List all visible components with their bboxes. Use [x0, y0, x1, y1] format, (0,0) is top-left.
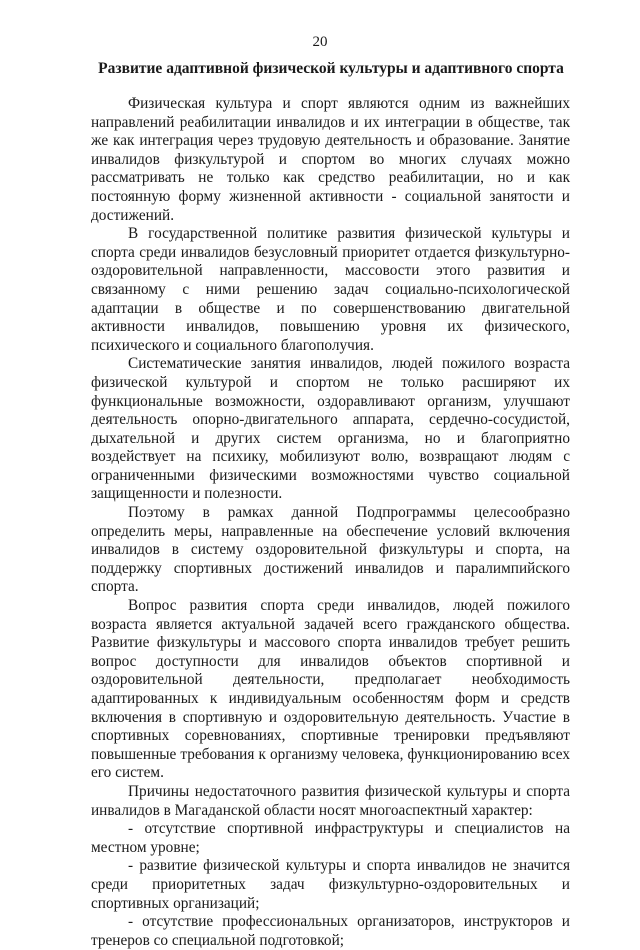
- list-item-infrastructure: - отсутствие спортивной инфраструктуры и специалистов на местном уровне;: [91, 820, 570, 856]
- document-body: [91, 95, 570, 950]
- paragraph-reasons: Причины недостаточного развития физической культуры и спорта инвалидов в Магаданской области носят многоаспектный характер:: [91, 782, 570, 819]
- paragraph-sport-development: Вопрос развития спорта среди инвалидов, людей пожилого возраста является актуальной задачей всего гражданского общества. Развитие физкультуры и массового спорта инвалидов требует решить вопрос доступности для инвалидов объектов спортивной и оздоровительной деятельности, предполагает необходимость адаптированных к индивидуальным особенностям форм и средств включения в спортивную и оздоровительную деятельность. Участие в спортивных соревнованиях, спортивные тренировки предъявляют повышенные требования к организму человека, функционированию всех его систем.: [91, 597, 570, 782]
- section-title: Развитие адаптивной физической культуры и адаптивного спорта: [98, 60, 564, 77]
- page-number: 20: [312, 34, 328, 50]
- paragraph-systematic-exercise: Систематические занятия инвалидов, людей пожилого возраста физической культурой и спортом не только расширяют их функциональные возможности, оздоравливают организм, улучшают деятельность опорно-двигательного аппарата, сердечно-сосудистой, дыхательной и других систем организма, но и благоприятно воздействует на психику, мобилизуют волю, возвращают людям с ограниченными физическими возможностями чувство социальной защищенности и полезности.: [91, 355, 570, 503]
- list-item-priorities: - развитие физической культуры и спорта инвалидов не значится среди приоритетных задач физкультурно-оздоровительных и спортивных организаций;: [91, 857, 570, 912]
- list-item-organizers: - отсутствие профессиональных организаторов, инструкторов и тренеров со специальной подготовкой;: [91, 913, 570, 949]
- paragraph-subprogram-measures: Поэтому в рамках данной Подпрограммы целесообразно определить меры, направленные на обеспечение условий включения инвалидов в систему оздоровительной физкультуры и спорта, на поддержку спортивных достижений инвалидов и паралимпийского спорта.: [91, 504, 570, 596]
- paragraph-intro: Физическая культура и спорт являются одним из важнейших направлений реабилитации инвалидов и их интеграции в обществе, так же как интеграция через трудовую деятельность и образование. Занятие инвалидов физкультурой и спортом во многих случаях можно рассматривать не только как средство реабилитации, но и как постоянную форму жизненной активности - социальной занятости и достижений.: [91, 95, 570, 224]
- paragraph-state-policy: В государственной политике развития физической культуры и спорта среди инвалидов безусловный приоритет отдается физкультурно-оздоровительной направленности, массовости этого развития и связанному с ними решению задач социально-психологической адаптации в обществе и по совершенствованию двигательной активности инвалидов, повышению уровня их физического, психического и социального благополучия.: [91, 225, 570, 354]
